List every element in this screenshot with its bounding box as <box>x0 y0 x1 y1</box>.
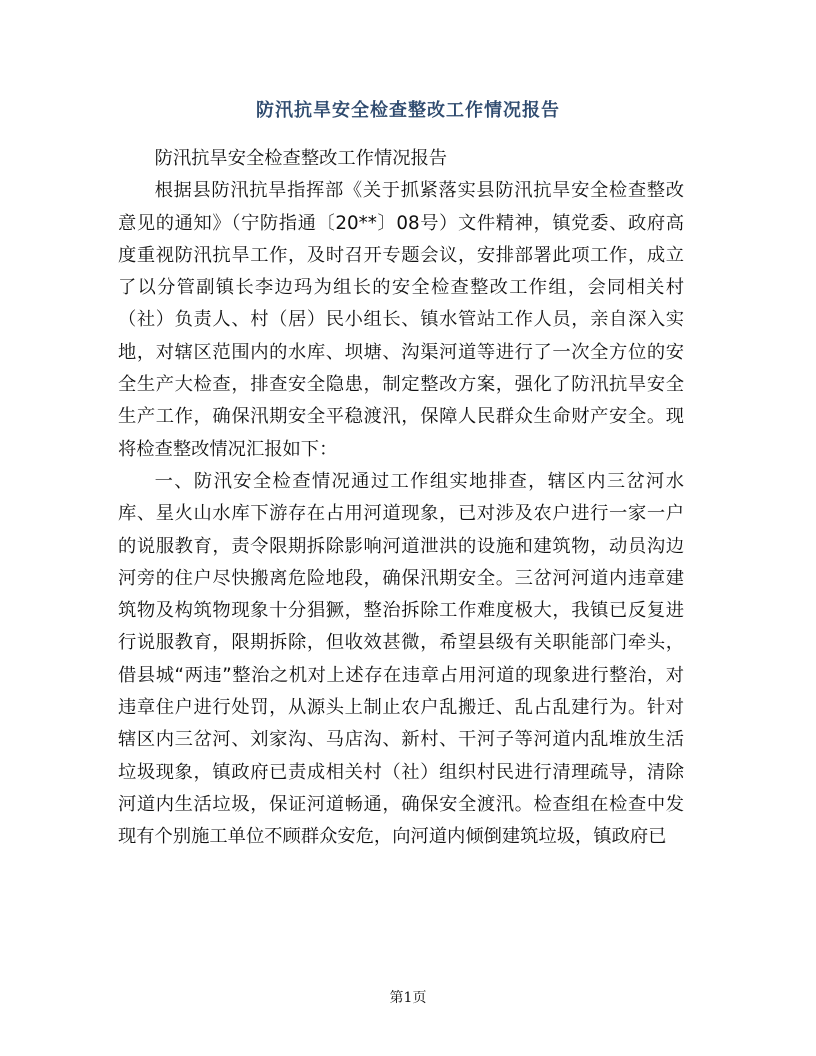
section-one-paragraph: 一、防汛安全检查情况通过工作组实地排查，辖区内三岔河水库、星火山水库下游存在占用河道现象，已对涉及农户进行一家一户的说服教育，责令限期拆除影响河道泄洪的设施和建筑物，动员沟边河旁的住户尽快搬离危险地段，确保汛期安全。三岔河河道内违章建筑物及构筑物现象十分猖獗，整治拆除工作难度极大，我镇已反复进行说服教育，限期拆除，但收效甚微，希望县级有关职能部门牵头，借县城“两违”整治之机对上述存在违章占用河道的现象进行整治，对违章住户进行处罚，从源头上制止农户乱搬迁、乱占乱建行为。针对辖区内三岔河、刘家沟、马店沟、新村、干河子等河道内乱堆放生活垃圾现象，镇政府已责成相关村（社）组织村民进行清理疏导，清除河道内生活垃圾，保证河道畅通，确保安全渡汛。检查组在检查中发现有个别施工单位不顾群众安危，向河道内倾倒建筑垃圾，镇政府已 <box>118 470 684 848</box>
document-body <box>118 143 684 854</box>
document-title: 防汛抗旱安全检查整改工作情况报告 <box>256 100 560 121</box>
subtitle-paragraph: 防汛抗旱安全检查整改工作情况报告 <box>154 148 448 169</box>
intro-paragraph: 根据县防汛抗旱指挥部《关于抓紧落实县防汛抗旱安全检查整改意见的通知》（宁防指通〔20**〕08号）文件精神，镇党委、政府高度重视防汛抗旱工作，及时召开专题会议，安排部署此项工作，成立了以分管副镇长李边玛为组长的安全检查整改工作组，会同相关村（社）负责人、村（居）民小组长、镇水管站工作人员，亲自深入实地，对辖区范围内的水库、坝塘、沟渠河道等进行了一次全方位的安全生产大检查，排查安全隐患，制定整改方案，强化了防汛抗旱安全生产工作，确保汛期安全平稳渡汛，保障人民群众生命财产安全。现将检查整改情况汇报如下： <box>118 180 684 460</box>
page-number: 第1页 <box>389 990 427 1006</box>
